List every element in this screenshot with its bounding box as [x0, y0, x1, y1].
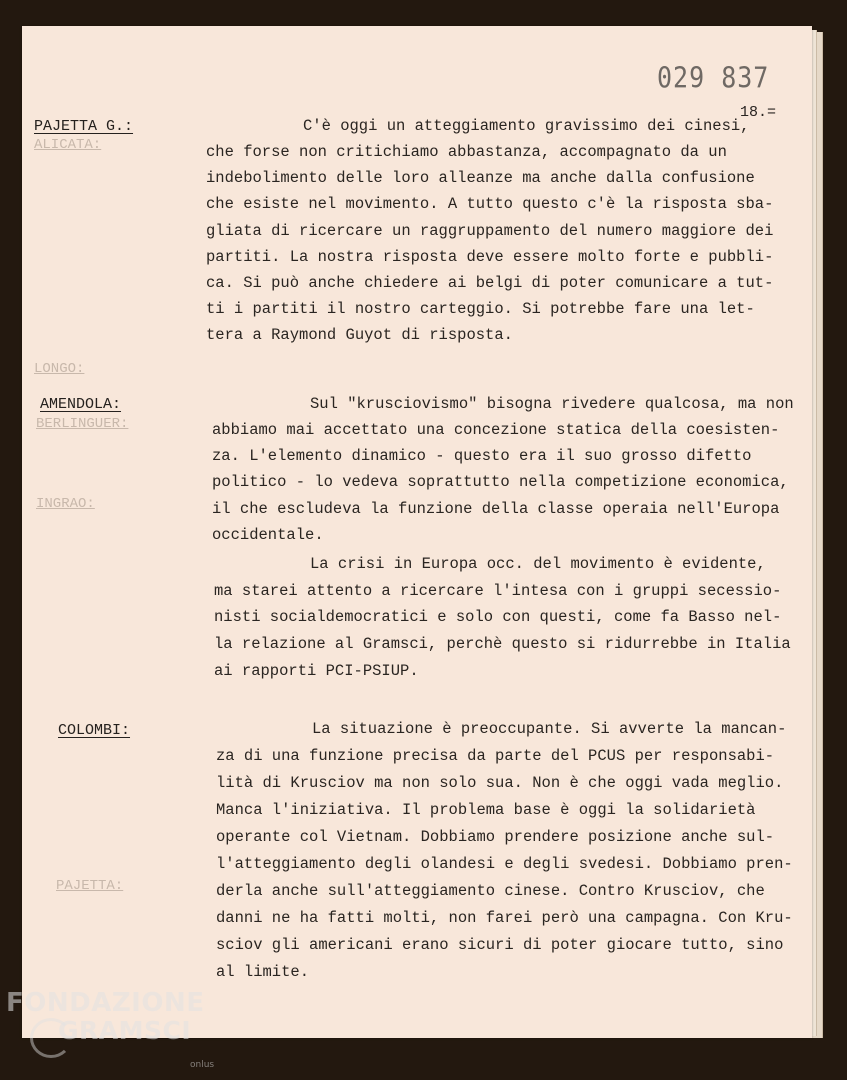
text-line: ti i partiti il nostro carteggio. Si potrebbe fare una let-	[206, 300, 755, 318]
text-line: l'atteggiamento degli olandesi e degli svedesi. Dobbiamo pren-	[216, 855, 793, 873]
speaker-label: COLOMBI:	[58, 722, 131, 739]
text-line: lità di Krusciov ma non solo sua. Non è che oggi vada meglio.	[216, 774, 784, 792]
ghost-label: BERLINGUER:	[36, 416, 129, 432]
ghost-label: PAJETTA:	[56, 878, 124, 894]
text-line: che forse non critichiamo abbastanza, accompagnato da un	[206, 143, 727, 161]
text-line: derla anche sull'atteggiamento cinese. Contro Krusciov, che	[216, 882, 765, 900]
text-line: za di una funzione precisa da parte del PCUS per responsabi-	[216, 747, 775, 765]
text-line: il che escludeva la funzione della classe operaia nell'Europa	[212, 500, 780, 518]
text-line: indebolimento delle loro alleanze ma anche dalla confusione	[206, 169, 755, 187]
text-line: La crisi in Europa occ. del movimento è evidente,	[310, 555, 766, 573]
text-line: la relazione al Gramsci, perchè questo si ridurrebbe in Italia	[214, 635, 791, 653]
text-line: ai rapporti PCI-PSIUP.	[214, 662, 419, 680]
text-line: politico - lo vedeva soprattutto nella competizione economica,	[212, 473, 789, 491]
text-line: danni ne ha fatti molti, non farei però una campagna. Con Kru-	[216, 909, 793, 927]
text-line: sciov gli americani erano sicuri di poter giocare tutto, sino	[216, 936, 784, 954]
text-line: za. L'elemento dinamico - questo era il suo grosso difetto	[212, 447, 752, 465]
document-page	[22, 26, 812, 1038]
text-line: occidentale.	[212, 526, 324, 544]
text-line: nisti socialdemocratici e solo con questi, come fa Basso nel-	[214, 608, 782, 626]
watermark-logo-text: GRAMSCI	[58, 1016, 192, 1045]
text-line: La situazione è preoccupante. Si avverte la mancan-	[312, 720, 787, 738]
text-line: abbiamo mai accettato una concezione statica della coesisten-	[212, 421, 780, 439]
text-line: gliata di ricercare un raggruppamento del numero maggiore dei	[206, 222, 774, 240]
ghost-label: INGRAO:	[36, 496, 95, 512]
ghost-label: LONGO:	[34, 361, 85, 377]
text-line: partiti. La nostra risposta deve essere molto forte e pubbli-	[206, 248, 774, 266]
watermark-onlus-text: onlus	[190, 1060, 215, 1070]
ghost-label: ALICATA:	[34, 137, 102, 153]
text-line: Sul "krusciovismo" bisogna rivedere qualcosa, ma non	[310, 395, 794, 413]
text-line: che esiste nel movimento. A tutto questo c'è la risposta sba-	[206, 195, 774, 213]
reference-number: 029 837	[657, 60, 770, 95]
text-line: ma starei attento a ricercare l'intesa con i gruppi secessio-	[214, 582, 782, 600]
page-number: 18.=	[740, 104, 777, 121]
text-line: operante col Vietnam. Dobbiamo prendere posizione anche sul-	[216, 828, 775, 846]
text-line: C'è oggi un atteggiamento gravissimo dei cinesi,	[303, 117, 750, 135]
watermark-logo-text: FONDAZIONE	[6, 988, 205, 1018]
text-line: Manca l'iniziativa. Il problema base è oggi la solidarietà	[216, 801, 756, 819]
text-line: tera a Raymond Guyot di risposta.	[206, 326, 513, 344]
text-line: al limite.	[216, 963, 310, 981]
speaker-label: PAJETTA G.:	[34, 118, 134, 135]
speaker-label: AMENDOLA:	[40, 396, 122, 413]
text-line: ca. Si può anche chiedere ai belgi di poter comunicare a tut-	[206, 274, 774, 292]
